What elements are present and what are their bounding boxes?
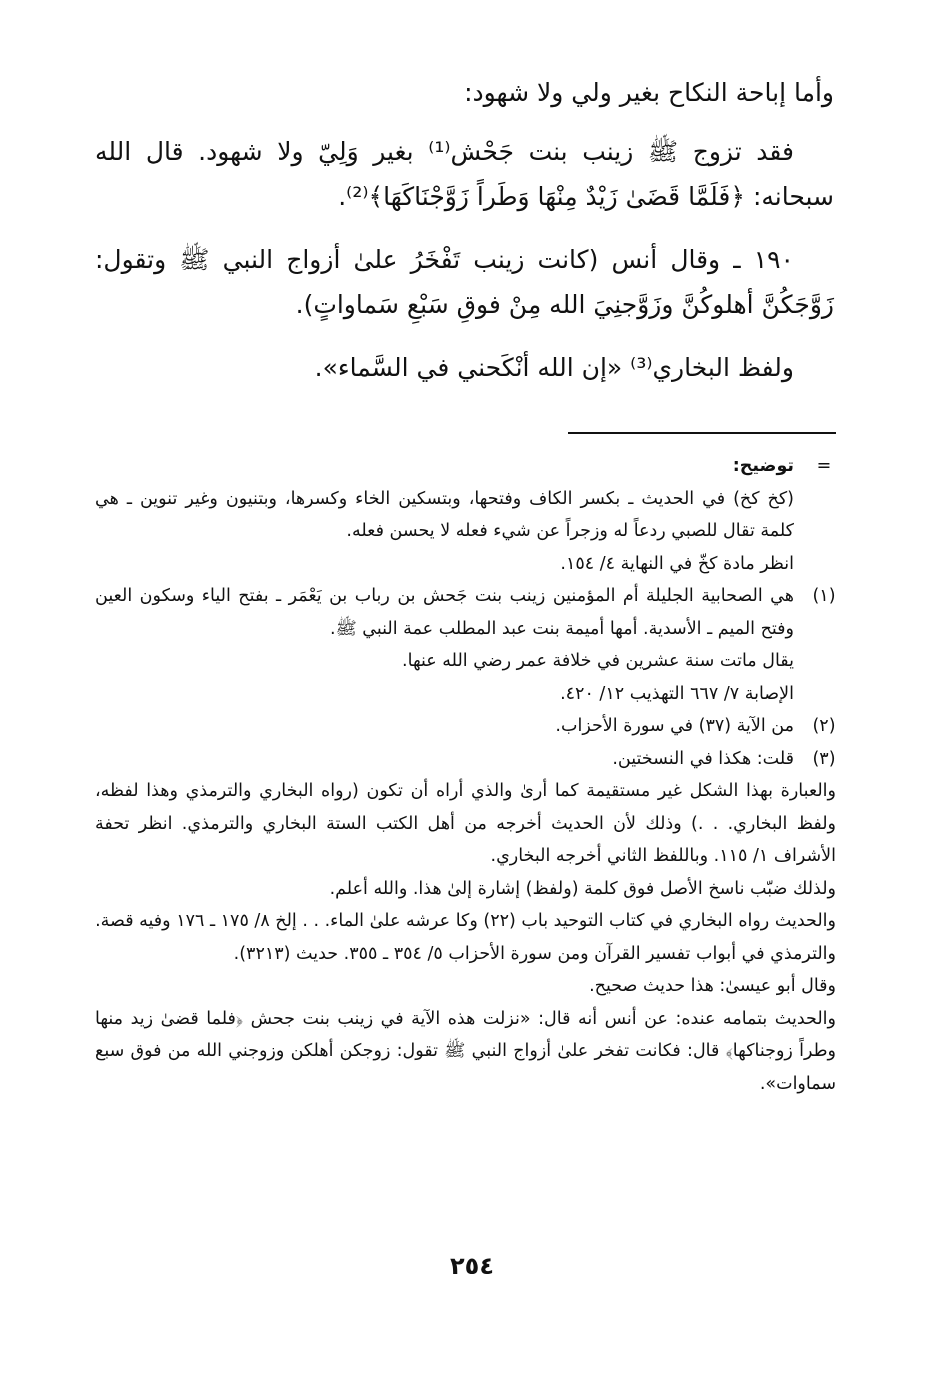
footnote-paragraph: والحديث بتمامه عنده: عن أنس أنه قال: «نزلت هذه الآية في زينب بنت جحش ﴿فلما قضىٰ زيد منها وطراً زوجناكها﴾ قال: فكانت تفخر علىٰ أزواج النبي ﷺ تقول: زوجكن أهلكن وزوجني الله من فوق سبع سماوات». <box>95 1008 836 1094</box>
page-number: ٢٥٤ <box>450 1252 494 1280</box>
footnote-3-continued <box>95 775 836 1100</box>
footnote-paragraph: والحديث رواه البخاري في كتاب التوحيد باب (٢٢) وكا عرشه علىٰ الماء. . . إلخ ٨/ ١٧٥ ـ ١٧٦ وفيه قصة. <box>95 911 836 931</box>
footnote-line: هي الصحابية الجليلة أم المؤمنين زينب بنت جَحش بن رباب بن يَعْمَر ـ بفتح الياء وسكون العين وفتح الميم ـ الأسدية. أمها أميمة بنت عبد المطلب عمة النبي ﷺ. <box>95 586 794 639</box>
footnote-mark: (١) <box>812 586 836 606</box>
footnote-divider <box>568 432 836 434</box>
main-paragraph-bukhari: ولفظ البخاري⁽³⁾ «إن الله أنْكَحني في السَّماء». <box>314 353 794 382</box>
footnote-line: (كخ كخ) في الحديث ـ بكسر الكاف وفتحها، وبتسكين الخاء وكسرها، وبتنيون وغير تنوين ـ هي كلمة تقال للصبي ردعاً له وزجراً عن شيء فعله لا يحسن فعله. <box>95 488 794 541</box>
section-heading: وأما إباحة النكاح بغير ولي ولا شهود: <box>464 78 834 107</box>
footnote-paragraph: والعبارة بهذا الشكل غير مستقيمة كما أرىٰ والذي أراه أن تكون (رواه البخاري والترمذي وهذا لفظه، ولفظ البخاري. . .) وذلك لأن الحديث أخرجه من أهل الكتب الستة البخاري والترمذي. انظر تحفة الأشراف ١/ ١١٥. وباللفظ الثاني أخرجه البخاري. <box>95 781 836 866</box>
footnote-2 <box>95 710 836 743</box>
footnote-paragraph: وقال أبو عيسىٰ: هذا حديث صحيح. <box>589 976 836 996</box>
footnote-mark: = <box>816 456 832 476</box>
footnote-mark: (٣) <box>812 748 836 769</box>
footnote-line: الإصابة ٧/ ٦٦٧ التهذيب ١٢/ ٤٢٠. <box>560 683 794 704</box>
footnote-paragraph: ولذلك ضبّب ناسخ الأصل فوق كلمة (ولفظ) إشارة إلىٰ هذا. والله أعلم. <box>329 878 836 899</box>
footnote-explanation <box>95 450 836 580</box>
footnote-paragraph: والترمذي في أبواب تفسير القرآن ومن سورة الأحزاب ٥/ ٣٥٤ ـ ٣٥٥. حديث (٣٢١٣). <box>233 943 836 964</box>
main-text <box>95 70 834 390</box>
footnote-1 <box>95 580 836 710</box>
main-paragraph-hadith-190: ١٩٠ ـ وقال أنس (كانت زينب تَفْخَرُ علىٰ أزواج النبي ﷺ وتقول: زَوَّجَكُنَّ أهلوكُنَّ وزَوَّجنِيَ الله مِنْ فوقِ سَبْعِ سَماواتٍ). <box>95 245 834 319</box>
footnote-line: انظر مادة كخّ في النهاية ٤/ ١٥٤. <box>560 553 794 574</box>
footnote-line: يقال ماتت سنة عشرين في خلافة عمر رضي الله عنها. <box>402 651 794 671</box>
footnotes <box>95 450 836 1100</box>
footnote-3 <box>95 743 836 776</box>
footnote-title: توضيح: <box>732 456 794 476</box>
footnote-line: قلت: هكذا في النسختين. <box>612 748 794 769</box>
main-paragraph-1: فقد تزوج ﷺ زينب بنت جَحْش⁽¹⁾ بغير وَلِيّ ولا شهود. قال الله سبحانه: ﴿فَلَمَّا قَضَىٰ زَيْدٌ مِنْهَا وَطَراً زَوَّجْنَاكَهَا﴾⁽²⁾. <box>95 137 834 211</box>
footnote-line: من الآية (٣٧) في سورة الأحزاب. <box>555 716 794 736</box>
footnote-mark: (٢) <box>812 716 836 736</box>
